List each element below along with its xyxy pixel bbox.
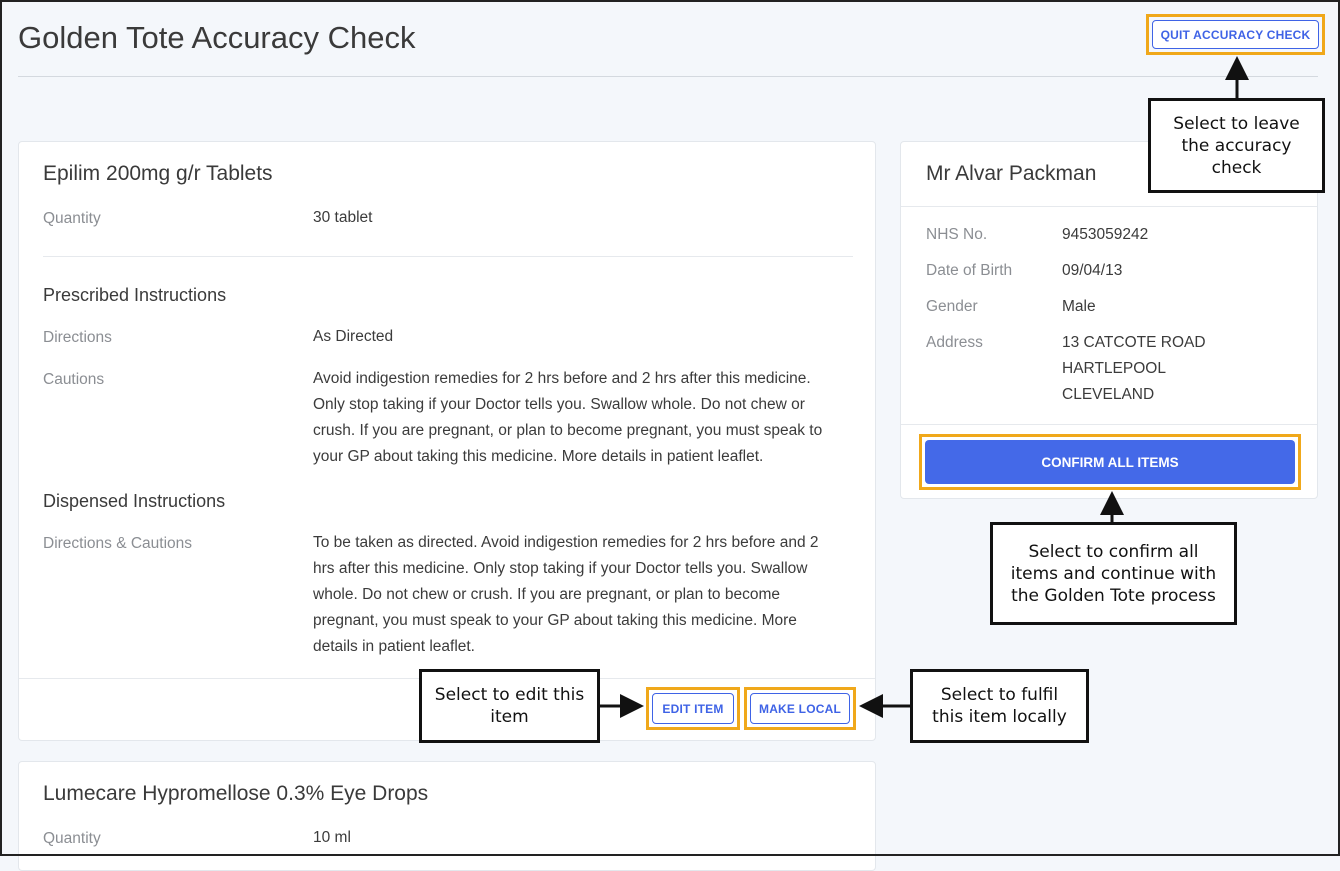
gender-value: Male	[1062, 298, 1096, 315]
patient-divider	[901, 206, 1317, 207]
cautions-label: Cautions	[43, 371, 105, 388]
confirm-all-items-button[interactable]: CONFIRM ALL ITEMS	[925, 440, 1295, 484]
confirm-all-highlight	[919, 434, 1301, 490]
nhs-label: NHS No.	[926, 226, 988, 243]
edit-item-highlight	[646, 687, 740, 730]
quantity-value: 10 ml	[313, 829, 351, 846]
directions-cautions-label: Directions & Cautions	[43, 535, 193, 552]
address-line: CLEVELAND	[1062, 386, 1155, 403]
callout-edit: Select to edit this item	[419, 669, 600, 743]
callout-quit: Select to leave the accuracy check	[1148, 98, 1325, 193]
prescribed-instructions-heading: Prescribed Instructions	[43, 285, 227, 305]
item-name: Lumecare Hypromellose 0.3% Eye Drops	[43, 782, 429, 805]
dob-value: 09/04/13	[1062, 262, 1123, 279]
make-local-highlight	[744, 687, 856, 730]
edit-item-button[interactable]: EDIT ITEM	[652, 693, 734, 724]
nhs-value: 9453059242	[1062, 226, 1149, 243]
quit-accuracy-check-button[interactable]: QUIT ACCURACY CHECK	[1152, 20, 1319, 49]
address-line: 13 CATCOTE ROAD	[1062, 334, 1206, 351]
address-label: Address	[926, 334, 983, 351]
cautions-line: your GP about taking this medicine. More details in patient leaflet.	[313, 448, 764, 465]
dispensed-instructions-heading: Dispensed Instructions	[43, 491, 226, 511]
item-card-lumecare	[18, 761, 876, 871]
cautions-line: Avoid indigestion remedies for 2 hrs before and 2 hrs after this medicine.	[313, 370, 811, 387]
dc-line: pregnant, you must speak to your GP about taking this medicine. More	[313, 612, 797, 629]
quantity-label: Quantity	[43, 210, 101, 227]
callout-confirm: Select to confirm all items and continue with the Golden Tote process	[990, 522, 1237, 625]
directions-label: Directions	[43, 329, 112, 346]
patient-name: Mr Alvar Packman	[926, 162, 1097, 185]
cautions-line: crush. If you are pregnant, or plan to become pregnant, you must speak to	[313, 422, 823, 439]
page-title: Golden Tote Accuracy Check	[18, 20, 416, 55]
callout-local: Select to fulfil this item locally	[910, 669, 1089, 743]
item-card-epilim	[18, 141, 876, 741]
item-name: Epilim 200mg g/r Tablets	[43, 162, 273, 185]
quit-highlight	[1146, 14, 1325, 55]
dc-line: details in patient leaflet.	[313, 638, 475, 655]
gender-label: Gender	[926, 298, 978, 315]
address-value	[1062, 330, 1206, 408]
cautions-line: Only stop taking if your Doctor tells you. Swallow whole. Do not chew or	[313, 396, 805, 413]
dc-line: hrs after this medicine. Only stop taking if your Doctor tells you. Swallow	[313, 560, 808, 577]
quantity-label: Quantity	[43, 830, 101, 847]
patient-footer-divider	[901, 424, 1317, 425]
title-divider	[18, 76, 1318, 77]
item-divider	[43, 256, 853, 257]
dc-line: To be taken as directed. Avoid indigestion remedies for 2 hrs before and 2	[313, 534, 819, 551]
directions-value: As Directed	[313, 328, 394, 345]
dc-line: whole. Do not chew or crush. If you are pregnant, or plan to become	[313, 586, 780, 603]
quantity-value: 30 tablet	[313, 209, 373, 226]
directions-cautions-value	[313, 530, 853, 660]
make-local-button[interactable]: MAKE LOCAL	[750, 693, 850, 724]
cautions-value	[313, 366, 853, 470]
dob-label: Date of Birth	[926, 262, 1013, 279]
address-line: HARTLEPOOL	[1062, 360, 1166, 377]
